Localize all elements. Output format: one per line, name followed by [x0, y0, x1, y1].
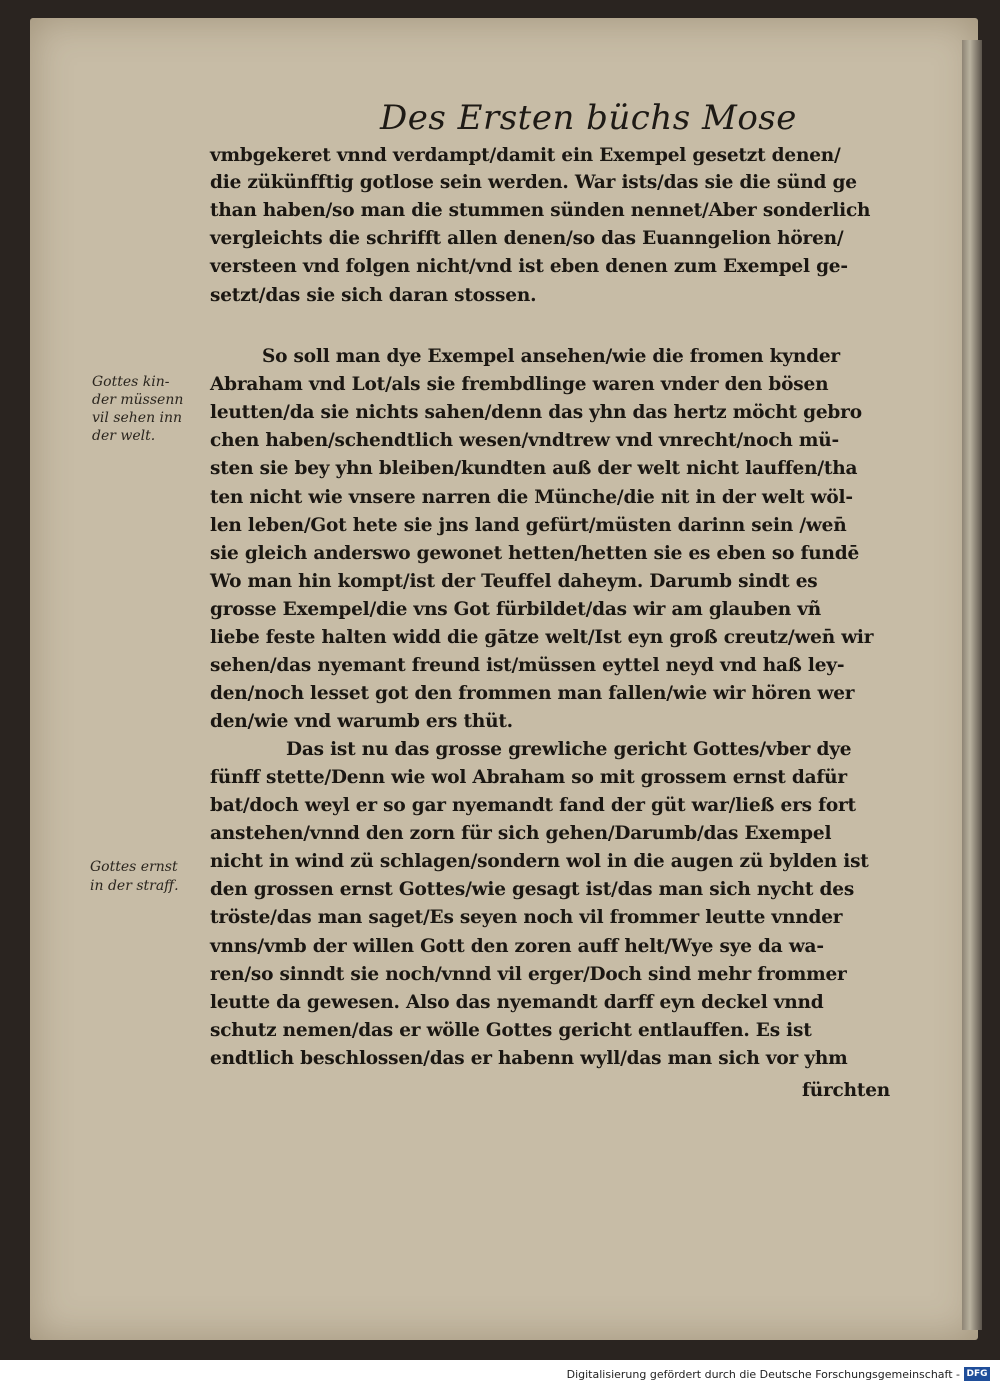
margin-note-line: der müssenn — [92, 392, 184, 408]
text-line: liebe feste halten widd die gātze welt/Ist eyn groß creutz/wen̄ wir — [210, 627, 874, 648]
text-line: bat/doch weyl er so gar nyemandt fand der güt war/ließ ers fort — [210, 795, 856, 816]
text-line: endtlich beschlossen/das er habenn wyll/das man sich vor yhm — [210, 1048, 848, 1069]
page-header: Des Ersten büchs Mose — [380, 98, 797, 138]
dfg-logo: DFG — [964, 1367, 990, 1381]
text-line: than haben/so man die stummen sünden nennet/Aber sonderlich — [210, 200, 871, 221]
text-line: Das ist nu das grosse grewliche gericht Gottes/vber dye — [286, 739, 852, 760]
page-edge — [962, 40, 982, 1330]
text-line: den/wie vnd warumb ers thüt. — [210, 711, 513, 732]
footer-credit: Digitalisierung gefördert durch die Deutsche Forschungsgemeinschaft - — [566, 1368, 960, 1381]
text-line: sten sie bey yhn bleiben/kundten auß der welt nicht lauffen/tha — [210, 458, 858, 479]
margin-note-line: in der straff. — [90, 878, 179, 894]
text-line: anstehen/vnnd den zorn für sich gehen/Darumb/das Exempel — [210, 823, 832, 844]
text-line: Abraham vnd Lot/als sie frembdlinge waren vnder den bösen — [210, 374, 829, 395]
margin-note-line: der welt. — [92, 428, 156, 444]
text-line: die zükünfftig gotlose sein werden. War ists/das sie die sünd ge — [210, 172, 857, 193]
text-line: versteen vnd folgen nicht/vnd ist eben denen zum Exempel ge- — [210, 256, 848, 277]
margin-note-line: vil sehen inn — [92, 410, 183, 426]
text-line: grosse Exempel/die vns Got fürbildet/das wir am glauben vñ — [210, 599, 822, 620]
text-line: den grossen ernst Gottes/wie gesagt ist/das man sich nycht des — [210, 879, 855, 900]
text-line: leutten/da sie nichts sahen/denn das yhn das hertz möcht gebro — [210, 402, 862, 423]
text-line: vnns/vmb der willen Gott den zoren auff helt/Wye sye da wa- — [210, 936, 824, 957]
margin-note-line: Gottes kin- — [92, 374, 170, 390]
text-line: ten nicht wie vnsere narren die Münche/die nit in der welt wöl- — [210, 487, 853, 508]
catchword: fürchten — [802, 1080, 891, 1101]
margin-note-line: Gottes ernst — [90, 859, 178, 875]
text-line: ren/so sinndt sie noch/vnnd vil erger/Doch sind mehr frommer — [210, 964, 847, 985]
text-line: vmbgekeret vnnd verdampt/damit ein Exempel gesetzt denen/ — [210, 145, 841, 166]
text-line: fünff stette/Denn wie wol Abraham so mit grossem ernst dafür — [210, 767, 847, 788]
text-line: sehen/das nyemant freund ist/müssen eyttel neyd vnd haß ley- — [210, 655, 845, 676]
text-line: leutte da gewesen. Also das nyemandt darff eyn deckel vnnd — [210, 992, 824, 1013]
text-line: len leben/Got hete sie jns land gefürt/müsten darinn sein /wen̄ — [210, 515, 847, 536]
text-line: den/noch lesset got den frommen man fallen/wie wir hören wer — [210, 683, 855, 704]
text-line: nicht in wind zü schlagen/sondern wol in die augen zü bylden ist — [210, 851, 869, 872]
text-line: chen haben/schendtlich wesen/vndtrew vnd vnrecht/noch mü- — [210, 430, 839, 451]
text-line: Wo man hin kompt/ist der Teuffel daheym. Darumb sindt es — [210, 571, 818, 592]
text-line: So soll man dye Exempel ansehen/wie die fromen kynder — [262, 346, 840, 367]
text-line: setzt/das sie sich daran stossen. — [210, 285, 537, 306]
text-line: vergleichts die schrifft allen denen/so das Euanngelion hören/ — [210, 228, 844, 249]
text-line: tröste/das man saget/Es seyen noch vil frommer leutte vnnder — [210, 907, 843, 928]
text-line: schutz nemen/das er wölle Gottes gericht entlauffen. Es ist — [210, 1020, 812, 1041]
text-line: sie gleich anderswo gewonet hetten/hetten sie es eben so fundē — [210, 543, 860, 564]
